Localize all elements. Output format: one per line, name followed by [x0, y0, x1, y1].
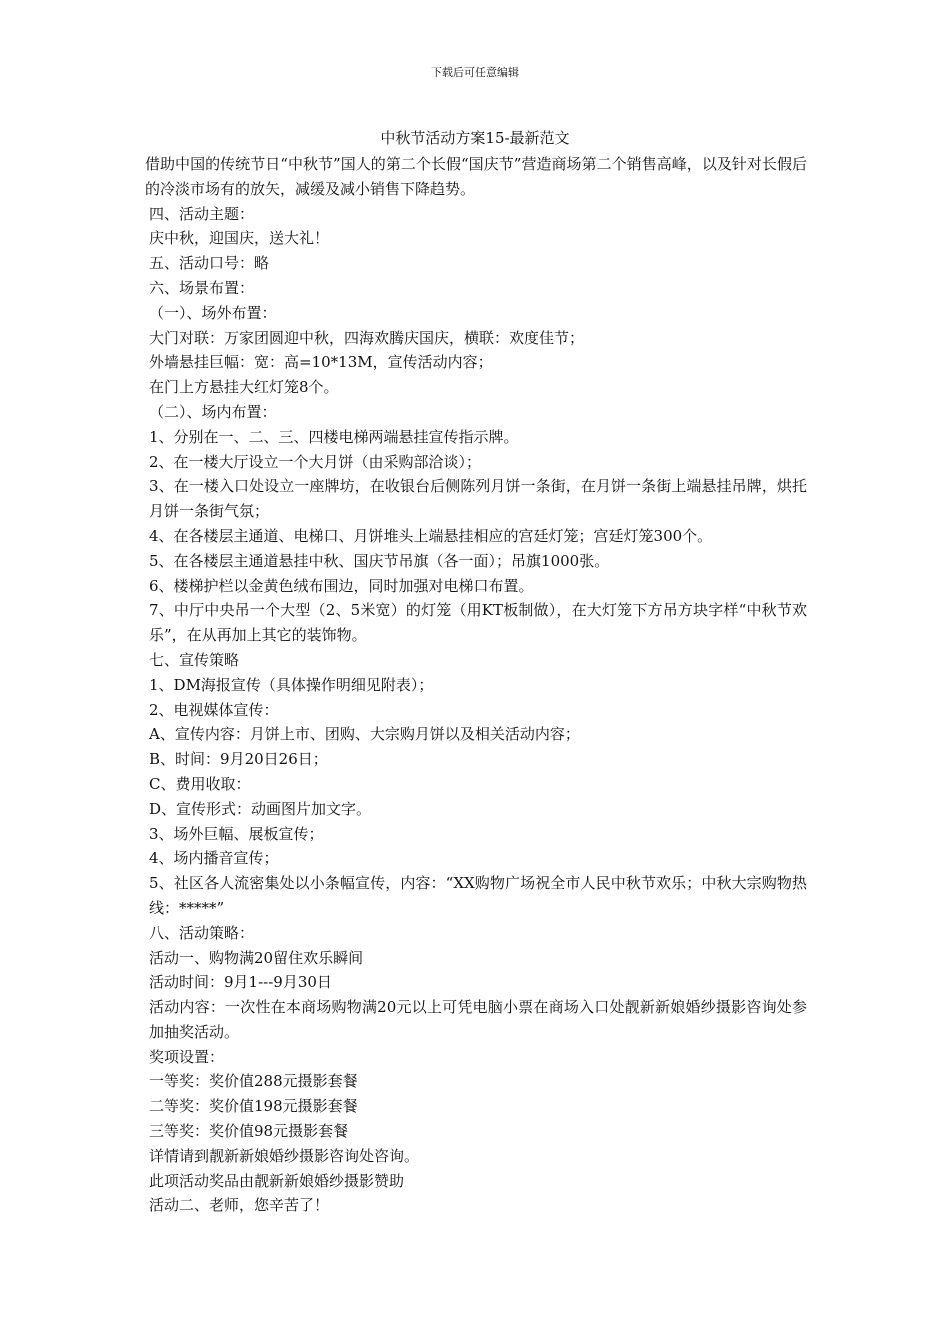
paragraph: 八、活动策略： [149, 923, 255, 942]
paragraph: 4、场内播音宣传； [149, 849, 279, 868]
paragraph: B、时间：9月20日26日； [149, 750, 328, 769]
paragraph: 6、楼梯护栏以金黄色绒布围边，同时加强对电梯口布置。 [149, 576, 534, 595]
paragraph: 5、在各楼层主通道悬挂中秋、国庆节吊旗（各一面）；吊旗1000张。 [149, 551, 610, 570]
paragraph: 此项活动奖品由靓新新娘婚纱摄影赞助 [149, 1171, 405, 1190]
paragraph: 庆中秋，迎国庆，送大礼！ [149, 229, 330, 248]
paragraph: 借助中国的传统节日“中秋节”国人的第二个长假“国庆节”营造商场第二个销售高峰，以及针对长假后的冷淡市场有的放矢，减缓及减小销售下降趋势。 [145, 155, 807, 198]
paragraph: （二）、场内布置： [149, 402, 277, 421]
paragraph: 二等奖：奖价值198元摄影套餐 [149, 1097, 358, 1116]
page-header: 下载后可任意编辑 [431, 66, 519, 79]
paragraph: 2、在一楼大厅设立一个大月饼（由采购部洽谈）； [149, 452, 482, 471]
paragraph: 在门上方悬挂大红灯笼8个。 [149, 378, 339, 397]
paragraph: 详情请到靓新新娘婚纱摄影咨询处咨询。 [149, 1146, 420, 1165]
paragraph: 3、场外巨幅、展板宣传； [149, 824, 324, 843]
paragraph: 五、活动口号：略 [149, 254, 270, 273]
paragraph: 1、DM海报宣传（具体操作明细见附表）； [149, 675, 434, 694]
document-body [145, 152, 807, 1218]
paragraph: 大门对联：万家团圆迎中秋，四海欢腾庆国庆，横联：欢度佳节； [149, 328, 585, 347]
paragraph: 7、中厅中央吊一个大型（2、5米宽）的灯笼（用KT板制做），在大灯笼下方吊方块字样“中秋节欢乐”，在从再加上其它的装饰物。 [149, 601, 807, 645]
paragraph: 外墙悬挂巨幅：宽：高=10*13M，宣传活动内容； [149, 353, 493, 372]
paragraph: 四、活动主题： [149, 204, 255, 223]
paragraph: 三等奖：奖价值98元摄影套餐 [149, 1122, 349, 1141]
paragraph: D、宣传形式：动画图片加文字。 [149, 799, 372, 818]
paragraph: （一）、场外布置： [149, 303, 277, 322]
paragraph: 活动一、购物满20留住欢乐瞬间 [149, 948, 364, 967]
paragraph: 六、场景布置： [149, 278, 255, 297]
paragraph: A、宣传内容：月饼上市、团购、大宗购月饼以及相关活动内容； [149, 725, 580, 744]
paragraph: 2、电视媒体宣传： [149, 700, 279, 719]
paragraph: 1、分别在一、二、三、四楼电梯两端悬挂宣传指示牌。 [149, 427, 519, 446]
paragraph: 活动时间：9月1---9月30日 [149, 973, 332, 992]
paragraph: 活动内容：一次性在本商场购物满20元以上可凭电脑小票在商场入口处靓新新娘婚纱摄影咨询处参加抽奖活动。 [149, 998, 807, 1041]
paragraph: 5、社区各人流密集处以小条幅宣传，内容：“XX购物广场祝全市人民中秋节欢乐；中秋大宗购物热线：*****” [149, 874, 807, 917]
paragraph: 一等奖：奖价值288元摄影套餐 [149, 1072, 358, 1091]
paragraph: 4、在各楼层主通道、电梯口、月饼堆头上端悬挂相应的宫廷灯笼；宫廷灯笼300个。 [149, 526, 713, 545]
paragraph: 活动二、老师，您辛苦了！ [149, 1196, 330, 1215]
paragraph: 奖项设置： [149, 1047, 225, 1066]
document-title: 中秋节活动方案15-最新范文 [380, 129, 570, 147]
paragraph: 七、宣传策略 [149, 650, 240, 669]
paragraph: 3、在一楼入口处设立一座牌坊，在收银台后侧陈列月饼一条街，在月饼一条街上端悬挂吊牌，烘托月饼一条街气氛； [149, 477, 807, 521]
paragraph: C、费用收取： [149, 774, 251, 793]
